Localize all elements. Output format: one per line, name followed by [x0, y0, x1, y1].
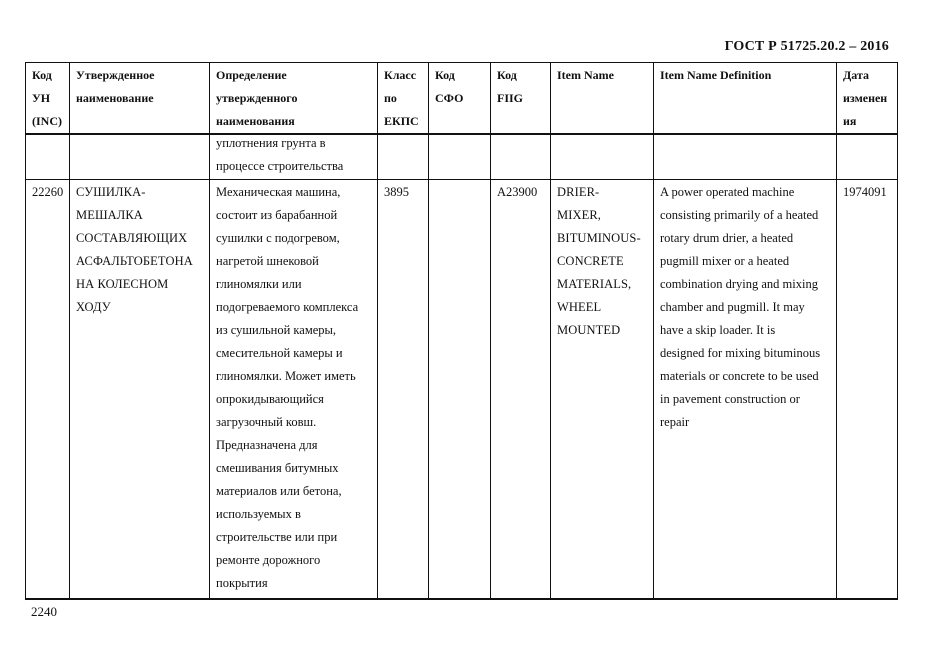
cell-ekps-class — [378, 134, 429, 180]
header-item-name: Item Name — [551, 63, 654, 135]
catalog-table — [25, 62, 898, 600]
cell-approved-name — [70, 134, 210, 180]
cell-date-changed: 1974091 — [837, 180, 898, 600]
cell-approved-name: СУШИЛКА- МЕШАЛКА СОСТАВЛЯЮЩИХ АСФАЛЬТОБЕТОНА НА КОЛЕСНОМ ХОДУ — [70, 180, 210, 600]
cell-inc — [26, 134, 70, 180]
cell-item-name: DRIER- MIXER, BITUMINOUS- CONCRETE MATERIALS, WHEEL MOUNTED — [551, 180, 654, 600]
cell-ekps-class: 3895 — [378, 180, 429, 600]
cell-fiig — [491, 134, 551, 180]
header-sfo: Код СФО — [429, 63, 491, 135]
continuation-row — [26, 134, 898, 180]
header-approved-name: Утвержденное наименование — [70, 63, 210, 135]
cell-sfo — [429, 180, 491, 600]
header-row — [26, 63, 898, 135]
header-inc: Код УН (INC) — [26, 63, 70, 135]
header-fiig: Код FIIG — [491, 63, 551, 135]
header-definition: Определение утвержденного наименования — [210, 63, 378, 135]
header-ekps-class: Класс по ЕКПС — [378, 63, 429, 135]
cell-sfo — [429, 134, 491, 180]
cell-item-name-definition — [654, 134, 837, 180]
page-number: 2240 — [31, 604, 57, 619]
cell-definition: уплотнения грунта в процессе строительства — [210, 134, 378, 180]
header-date-changed: Дата изменен ия — [837, 63, 898, 135]
cell-fiig: A23900 — [491, 180, 551, 600]
cell-date-changed — [837, 134, 898, 180]
cell-definition: Механическая машина, состоит из барабанной сушилки с подогревом, нагретой шнековой глиномялки или подогреваемого комплекса из сушильной камеры, смесительной камеры и глиномялки. Может иметь опрокидывающийся загрузочный ковш. Предназначена для смешивания битумных материалов или бетона, используемых в строительстве или при ремонте дорожного покрытия — [210, 180, 378, 600]
header-item-name-definition: Item Name Definition — [654, 63, 837, 135]
cell-inc: 22260 — [26, 180, 70, 600]
cell-item-name — [551, 134, 654, 180]
document-title: ГОСТ Р 51725.20.2 – 2016 — [724, 39, 889, 54]
table-row — [26, 180, 898, 600]
cell-item-name-definition: A power operated machine consisting primarily of a heated rotary drum drier, a heated pugmill mixer or a heated combination drying and mixing chamber and pugmill. It may have a skip loader. It is designed for mixing bituminous materials or concrete to be used in pavement construction or repair — [654, 180, 837, 600]
